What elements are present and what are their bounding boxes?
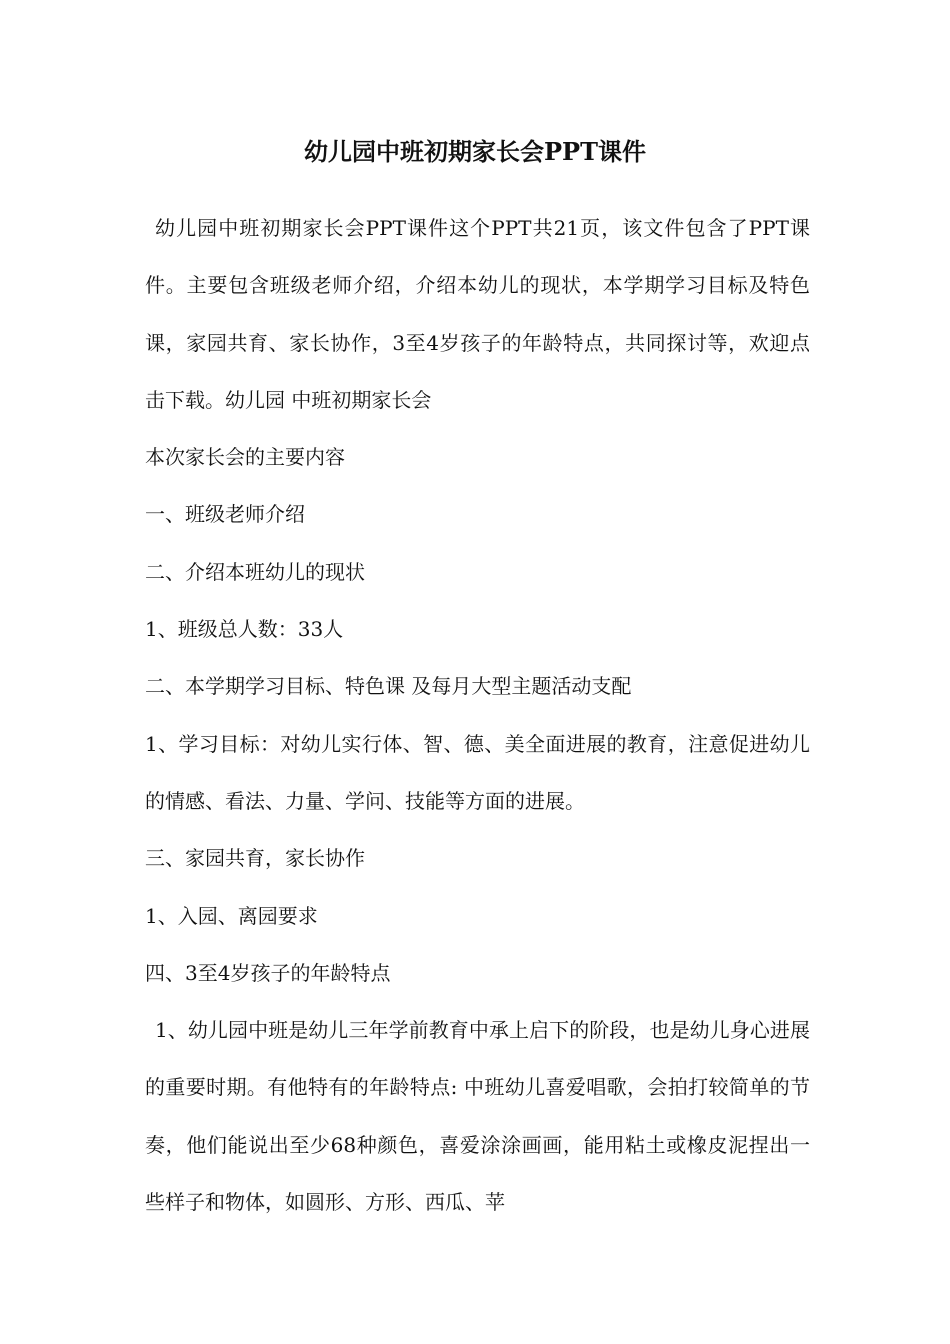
section-learning-goals: 二、本学期学习目标、特色课 及每月大型主题活动支配: [145, 674, 632, 699]
document-title: 幼儿园中班初期家长会PPT课件: [304, 137, 646, 166]
intro-paragraph: 幼儿园中班初期家长会PPT课件这个PPT共21页，该文件包含了PPT课件。主要包含班级老师介绍，介绍本幼儿的现状，本学期学习目标及特色课，家园共育、家长协作，3至4岁孩子的年龄特点，共同探讨等，欢迎点击下载。幼儿园 中班初期家长会: [145, 216, 810, 412]
age-characteristics-paragraph: 1、幼儿园中班是幼儿三年学前教育中承上启下的阶段，也是幼儿身心进展的重要时期。有他特有的年龄特点: 中班幼儿喜爱唱歌，会拍打较简单的节奏，他们能说出至少68种颜色，喜爱涂涂画画，能用粘土或橡皮泥捏出一些样子和物体，如圆形、方形、西瓜、苹: [145, 1018, 810, 1215]
meeting-contents-heading: 本次家长会的主要内容: [145, 445, 345, 470]
section-age-characteristics: 四、3至4岁孩子的年龄特点: [145, 960, 391, 985]
class-total-count: 1、班级总人数：33人: [145, 617, 344, 642]
arrival-departure-requirements: 1、入园、离园要求: [145, 903, 318, 928]
section-class-status: 二、介绍本班幼儿的现状: [145, 559, 365, 584]
section-home-school: 三、家园共育，家长协作: [145, 846, 365, 871]
document-body: [145, 200, 810, 1231]
learning-goals-paragraph: 1、学习目标：对幼儿实行体、智、德、美全面进展的教育，注意促进幼儿的情感、看法、力量、学问、技能等方面的进展。: [145, 731, 810, 813]
section-teacher-intro: 一、班级老师介绍: [145, 502, 305, 527]
